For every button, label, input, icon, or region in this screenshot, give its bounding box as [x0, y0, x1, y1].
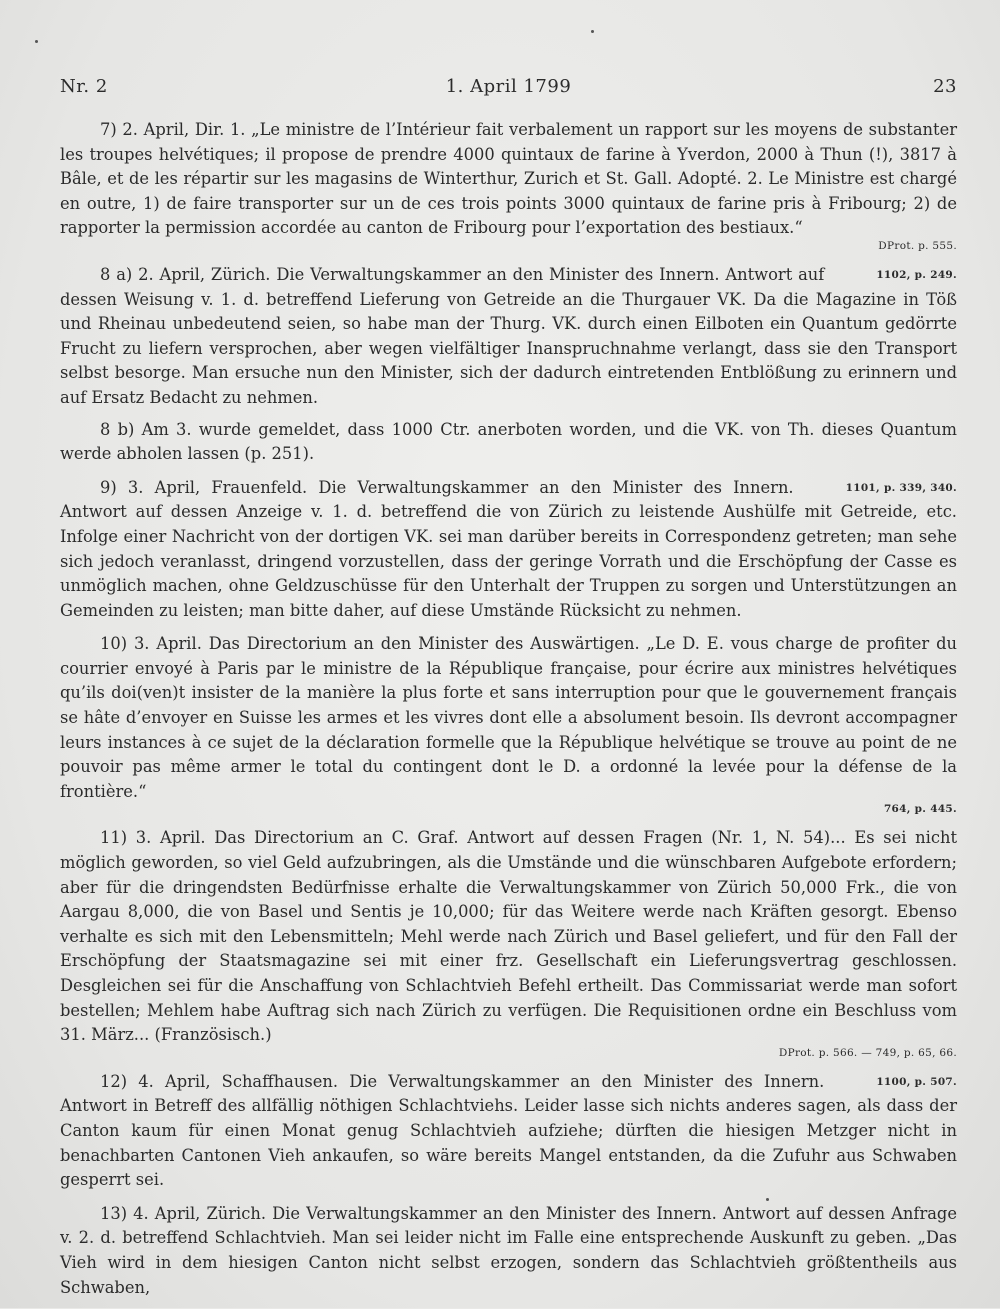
source-reference: DProt. p. 566. — 749, p. 65, 66.: [778, 1046, 957, 1059]
entry-text: 7) 2. April, Dir. 1. „Le ministre de l’Intérieur fait verbalement un rapport sur les moyens de substanter les troupes helvétiques; il propose de prendre 4000 quintaux de farine à Yverdon, 2000 à Thun (!), 3817 à Bâle, et de les répartir sur les magasins de Winterthur, Zurich et St. Gall. Adopté. 2. Le Ministre est chargé en outre, 1) de faire transporter sur un de ces trois points 3000 quintaux de farine pris à Fribourg; 2) de rapporter la permission accordée au canton de Fribourg pour l’exportation des bestiaux.“: [60, 120, 957, 238]
entry-text: 13) 4. April, Zürich. Die Verwaltungskammer an den Minister des Innern. Antwort auf dessen Anfrage v. 2. d. betreffend Schlachtvieh. Man sei leider nicht im Falle eine entsprechende Auskunft zu geben. „Das Vieh wird in dem hiesigen Canton nicht selbst erzogen, sondern das Schlachtvieh größtentheils aus Schwaben,: [60, 1203, 957, 1297]
entry-10: [60, 632, 957, 817]
source-reference: 1100, p. 507.: [876, 1075, 957, 1088]
document-body: [60, 118, 957, 1309]
entry-text: 11) 3. April. Das Directorium an C. Graf. Antwort auf dessen Fragen (Nr. 1, N. 54)... Es sei nicht möglich geworden, so viel Geld aufzubringen, als die Umstände und die wünschbaren Aufgebote erfordern; aber für die dringendsten Bedürfnisse erhalte die Verwaltungskammer von Zürich 50,000 Frk., die von Aargau 8,000, die von Basel und Sentis je 10,000; für das Weitere werde nach Kräften gesorgt. Ebenso verhalte es sich mit den Lebensmitteln; Mehl werde nach Zürich und Basel geliefert, und für den Fall der Erschöpfung der Staatsmagazine sei mit einer frz. Gesellschaft ein Lieferungsvertrag geschlossen. Desgleichen sei für die Anschaffung von Schlachtvieh Befehl ertheilt. Das Commissariat werde man sofort bestellen; Mehlem habe Auftrag sich nach Zürich zu verfügen. Die Requisitionen ordne ein Beschluss vom 31. März... (Französisch.): [60, 828, 957, 1045]
entry-text: 1100, p. 507. 12) 4. April, Schaffhausen. Die Verwaltungskammer an den Minister des Innern. Antwort in Betreff des allfällig nöthigen Schlachtviehs. Leider lasse sich nichts anderes sagen, als dass der Canton kaum für einen Monat genug Schlachtvieh aufziehe; dürften die hiesigen Metzger nicht in benachbarten Cantonen Vieh ankaufen, so wäre bereits Mangel entstanden, da die Zufuhr aus Schwaben gesperrt sei.: [60, 1071, 957, 1190]
entry-text: 10) 3. April. Das Directorium an den Minister des Auswärtigen. „Le D. E. vous charge de profiter du courrier envoyé à Paris par le ministre de la République française, pour écrire aux ministres helvétiques qu’ils doi(ven)t insister de la manière la plus forte et sans interruption pour que le gouvernement français se hâte d’envoyer en Suisse les armes et les vivres dont elle a absolument besoin. Ils devront accompagner leurs instances à ce sujet de la déclaration formelle que la République helvétique se trouve au point de ne pouvoir pas même armer le total du contingent dont le D. a ordonné la levée pour la défense de la frontière.“: [60, 634, 957, 801]
header-date: 1. April 1799: [445, 76, 572, 97]
entry-8b: [60, 418, 957, 467]
entry-7: [60, 118, 957, 254]
paper-speck: [591, 30, 594, 33]
entry-9: [60, 476, 957, 624]
entry-12: [60, 1070, 957, 1193]
entry-text: 1101, p. 339, 340. 9) 3. April, Frauenfeld. Die Verwaltungskammer an den Minister des Innern. Antwort auf dessen Anzeige v. 1. d. betreffend die von Zürich zu leistende Aushülfe mit Getreide, etc. Infolge einer Nachricht von der dortigen VK. sei man darüber bereits in Correspondenz getreten; man sehe sich jedoch veranlasst, dringend vorzustellen, dass der geringe Vorrath und die Erschöpfung der Casse es unmöglich machen, ohne Geldzuschüsse für den Unterhalt der Truppen zu sorgen und Unterstützungen an Gemeinden zu leisten; man bitte daher, auf diese Umstände Rücksicht zu nehmen.: [60, 477, 957, 620]
source-reference: 1101, p. 339, 340.: [845, 481, 957, 494]
issue-number: Nr. 2: [60, 76, 108, 97]
entry-text: 8 b) Am 3. wurde gemeldet, dass 1000 Ctr. anerboten worden, und die VK. von Th. dieses Quantum werde abholen lassen (p. 251).: [60, 419, 957, 464]
source-reference: 764, p. 445.: [883, 803, 957, 816]
source-reference: 1102, p. 249.: [876, 268, 957, 281]
entry-8a: [60, 263, 957, 411]
page-header: [60, 76, 957, 102]
page-number: 23: [933, 76, 957, 97]
entry-11: [60, 826, 957, 1060]
entry-text: 1102, p. 249. 8 a) 2. April, Zürich. Die Verwaltungskammer an den Minister des Innern. Antwort auf dessen Weisung v. 1. d. betreffend Lieferung von Getreide an die Thurgauer VK. Da die Magazine in Töß und Rheinau unbedeutend seien, so habe man der Thurg. VK. durch einen Eilboten ein Quantum gedörrte Frucht zu liefern versprochen, aber wegen vielfältiger Inanspruchnahme verlangt, dass sie den Transport selbst besorge. Man ersuche nun den Minister, sich der dadurch eintretenden Entblößung zu erinnern und auf Ersatz Bedacht zu nehmen.: [60, 264, 957, 407]
paper-speck: [35, 40, 38, 43]
source-reference: DProt. p. 555.: [878, 239, 957, 252]
paper-speck: [766, 1198, 769, 1201]
entry-13: [60, 1202, 957, 1300]
